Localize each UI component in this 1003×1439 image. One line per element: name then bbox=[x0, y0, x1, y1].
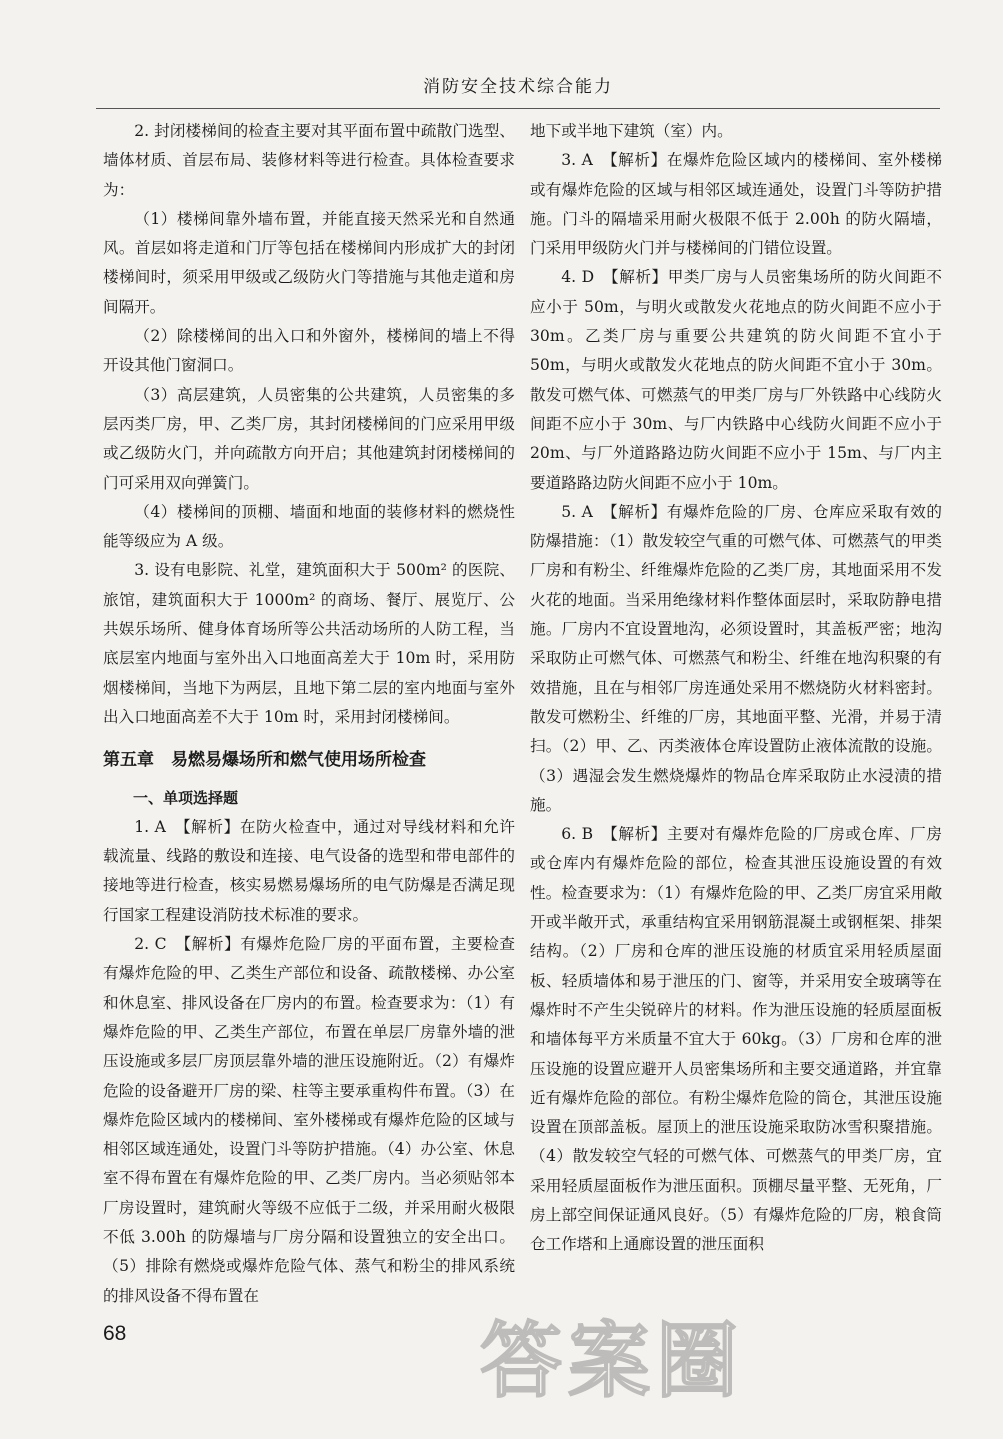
paragraph: 2. 封闭楼梯间的检查主要对其平面布置中疏散门选型、墙体材质、首层布局、装修材料等进行检查。具体检查要求为： bbox=[103, 122, 515, 199]
header-title: 消防安全技术综合能力 bbox=[423, 77, 613, 97]
answer-item: 1. A 【解析】在防火检查中，通过对导线材料和允许载流量、线路的敷设和连接、电气设备的选型和带电部件的接地等进行检查，核实易燃易爆场所的电气防爆是否满足现行国家工程建设消防技术标准的要求。 bbox=[103, 817, 515, 924]
right-column bbox=[530, 117, 942, 1260]
paragraph: （2）除楼梯间的出入口和外窗外，楼梯间的墙上不得开设其他门窗洞口。 bbox=[103, 327, 515, 375]
answer-item: 3. A 【解析】在爆炸危险区域内的楼梯间、室外楼梯或有爆炸危险的区域与相邻区域连通处，设置门斗等防护措施。门斗的隔墙采用耐火极限不低于 2.00h 的防火隔墙，门采用甲级防火门并与楼梯间的门错位设置。 bbox=[530, 151, 942, 258]
watermark: 答案圈 bbox=[480, 1314, 745, 1409]
page-number: 68 bbox=[103, 1322, 127, 1345]
paragraph-continued: 地下或半地下建筑（室）内。 bbox=[530, 122, 733, 140]
left-column bbox=[103, 117, 515, 1311]
answer-item: 2. C 【解析】有爆炸危险厂房的平面布置，主要检查有爆炸危险的甲、乙类生产部位和设备、疏散楼梯、办公室和休息室、排风设备在厂房内的布置。检查要求为：（1）有爆炸危险的甲、乙类生产部位，布置在单层厂房靠外墙的泄压设施或多层厂房顶层靠外墙的泄压设施附近。（2）有爆炸危险的设备避开厂房的梁、柱等主要承重构件布置。（3）在爆炸危险区域内的楼梯间、室外楼梯或有爆炸危险的区域与相邻区域连通处，设置门斗等防护措施。（4）办公室、休息室不得布置在有爆炸危险的甲、乙类厂房内。当必须贴邻本厂房设置时，建筑耐火等级不应低于二级，并采用耐火极限不低 3.00h 的防爆墙与厂房分隔和设置独立的安全出口。（5）排除有燃烧或爆炸危险气体、蒸气和粉尘的排风系统的排风设备不得布置在 bbox=[103, 935, 515, 1305]
chapter-title: 第五章 易燃易爆场所和燃气使用场所检查 bbox=[103, 750, 426, 771]
answer-item: 4. D 【解析】甲类厂房与人员密集场所的防火间距不应小于 50m，与明火或散发火花地点的防火间距不应小于 30m。乙类厂房与重要公共建筑的防火间距不宜小于 50m，与明火或散发火花地点的防火间距不宜小于 30m。散发可燃气体、可燃蒸气的甲类厂房与厂外铁路中心线防火间距不应小于 30m、与厂内铁路中心线防火间距不应小于 20m、与厂外道路路边防火间距不应小于 15m、与厂内主要道路路边防火间距不应小于 10m。 bbox=[530, 268, 942, 492]
answer-item: 6. B 【解析】主要对有爆炸危险的厂房或仓库、厂房或仓库内有爆炸危险的部位，检查其泄压设施设置的有效性。检查要求为：（1）有爆炸危险的甲、乙类厂房宜采用敞开或半敞开式，承重结构宜采用钢筋混凝土或钢框架、排架结构。（2）厂房和仓库的泄压设施的材质宜采用轻质屋面板、轻质墙体和易于泄压的门、窗等，并采用安全玻璃等在爆炸时不产生尖锐碎片的材料。作为泄压设施的轻质屋面板和墙体每平方米质量不宜大于 60kg。（3）厂房和仓库的泄压设施的设置应避开人员密集场所和主要交通道路，并宜靠近有爆炸危险的部位。有粉尘爆炸危险的筒仓，其泄压设施设置在顶部盖板。屋顶上的泄压设施采取防冰雪积聚措施。（4）散发较空气轻的可燃气体、可燃蒸气的甲类厂房，宜采用轻质屋面板作为泄压面积。顶棚尽量平整、无死角，厂房上部空间保证通风良好。（5）有爆炸危险的厂房，粮食筒仓工作塔和上通廊设置的泄压面积 bbox=[530, 825, 942, 1254]
paragraph: （4）楼梯间的顶棚、墙面和地面的装修材料的燃烧性能等级应为 A 级。 bbox=[103, 502, 515, 551]
section-title: 一、单项选择题 bbox=[133, 788, 239, 807]
running-header bbox=[96, 72, 940, 109]
paragraph: （1）楼梯间靠外墙布置，并能直接天然采光和自然通风。首层如将走道和门厅等包括在楼梯间内形成扩大的封闭楼梯间时，须采用甲级或乙级防火门等措施与其他走道和房间隔开。 bbox=[103, 209, 515, 316]
answer-item: 5. A 【解析】有爆炸危险的厂房、仓库应采取有效的防爆措施：（1）散发较空气重的可燃气体、可燃蒸气的甲类厂房和有粉尘、纤维爆炸危险的乙类厂房，其地面采用不发火花的地面。当采用绝缘材料作整体面层时，采取防静电措施。厂房内不宜设置地沟，必须设置时，其盖板严密；地沟采取防止可燃气体、可燃蒸气和粉尘、纤维在地沟积聚的有效措施，且在与相邻厂房连通处采用不燃烧防火材料密封。散发可燃粉尘、纤维的厂房，其地面平整、光滑，并易于清扫。（2）甲、乙、丙类液体仓库设置防止液体流散的设施。（3）遇湿会发生燃烧爆炸的物品仓库采取防止水浸渍的措施。 bbox=[530, 502, 942, 814]
paragraph: （3）高层建筑，人员密集的公共建筑，人员密集的多层丙类厂房，甲、乙类厂房，其封闭楼梯间的门应采用甲级或乙级防火门，并向疏散方向开启；其他建筑封闭楼梯间的门可采用双向弹簧门。 bbox=[103, 385, 515, 492]
paragraph: 3. 设有电影院、礼堂，建筑面积大于 500m² 的医院、旅馆，建筑面积大于 1000m² 的商场、餐厅、展览厅、公共娱乐场所、健身体育场所等公共活动场所的人防工程，当底层室内地面与室外出入口地面高差大于 10m 时，采用防烟楼梯间，当地下为两层，且地下第二层的室内地面与室外出入口地面高差不大于 10m 时，采用封闭楼梯间。 bbox=[103, 561, 515, 726]
